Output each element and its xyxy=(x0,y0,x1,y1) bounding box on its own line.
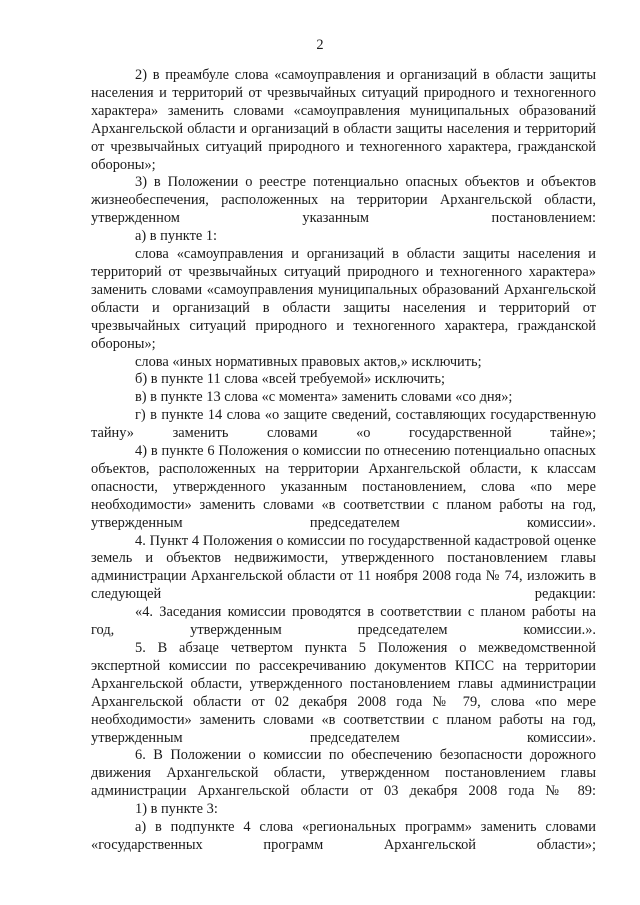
paragraph-v-point-13 xyxy=(91,389,596,407)
paragraph-4-cadastral xyxy=(91,533,596,605)
line-15: и территорий от чрезвычайных ситуаций природного и техногенного xyxy=(91,299,596,334)
line-6: гражданской обороны»; xyxy=(91,138,596,173)
line-7: 3) в Положении о реестре потенциально опасных объектов и объектов xyxy=(135,174,596,191)
paragraph-3-registry xyxy=(91,174,596,228)
line-29: главы администрации Архангельской области от 11 ноября 2008 года № 74, xyxy=(91,550,596,585)
line-12: и территорий от чрезвычайных ситуаций природного и техногенного xyxy=(91,246,596,280)
line-32: год, утвержденным председателем комиссии.». xyxy=(91,622,596,639)
page-number: 2 xyxy=(316,37,324,53)
line-13: характера» заменить словами «самоуправления муниципальных образований xyxy=(91,263,596,298)
line-5: и территорий от чрезвычайных ситуаций природного и техногенного характера, xyxy=(91,120,596,155)
line-40: движения Архангельской области, утвержденном постановлением главы xyxy=(91,765,596,782)
line-37: необходимости» заменить словами «в соответствии с планом работы на год, xyxy=(91,711,596,728)
paragraph-5-kpss xyxy=(91,640,596,747)
line-43: а) в подпункте 4 слова «региональных программ» заменить словами xyxy=(135,819,596,836)
line-14: Архангельской области и организаций в области защиты населения xyxy=(91,281,596,316)
line-21: тайну» заменить словами «о государственной тайне»; xyxy=(91,425,596,442)
line-27: 4. Пункт 4 Положения о комиссии по государственной кадастровой xyxy=(135,532,551,549)
line-24: к классам опасности, утвержденного указанным постановлением, слова xyxy=(91,460,596,495)
line-19: в) в пункте 13 слова «с момента» заменить словами «со дня»; xyxy=(135,389,513,406)
line-4: образований Архангельской области и организаций в области защиты населения xyxy=(91,102,596,137)
line-42: 1) в пункте 3: xyxy=(135,801,218,818)
line-30: изложить в следующей редакции: xyxy=(91,568,596,603)
paragraph-quote-4 xyxy=(91,604,596,640)
document-body xyxy=(91,67,596,855)
line-23: опасных объектов, расположенных на территории Архангельской области, xyxy=(91,443,596,477)
paragraph-a-subpoint-4 xyxy=(91,819,596,855)
line-1: 2) в преамбуле слова «самоуправления и организаций в области xyxy=(135,67,544,83)
line-31: «4. Заседания комиссии проводятся в соответствии с планом работы на xyxy=(135,604,596,621)
line-20: г) в пункте 14 слова «о защите сведений, составляющих государственную xyxy=(135,407,596,424)
line-10: а) в пункте 1: xyxy=(135,228,218,245)
line-35: Архангельской области, утвержденного постановлением главы администрации xyxy=(91,675,596,692)
line-2: защиты населения и территорий от чрезвычайных ситуаций природного xyxy=(91,67,597,101)
line-17: слова «иных нормативных правовых актов,» исключить; xyxy=(135,353,482,370)
line-41: администрации Архангельской области от 03 декабря 2008 года № 89: xyxy=(91,783,596,800)
paragraph-b-point-11 xyxy=(91,371,596,389)
line-33: 5. В абзаце четвертом пункта 5 Положения о межведомственной xyxy=(135,640,596,656)
paragraph-a-point-1 xyxy=(91,228,596,246)
line-18: б) в пункте 11 слова «всей требуемой» исключить; xyxy=(135,371,446,388)
line-26: работы на год, утвержденным председателем комиссии». xyxy=(91,496,596,531)
line-44: «государственных программ Архангельской области»; xyxy=(91,836,596,853)
paragraph-2-preamble xyxy=(91,67,596,174)
paragraph-g-point-14 xyxy=(91,407,596,443)
line-39: 6. В Положении о комиссии по обеспечению безопасности дорожного xyxy=(135,747,596,764)
paragraph-1-point-3 xyxy=(91,801,596,819)
paragraph-exclude-acts xyxy=(91,354,596,372)
line-38: утвержденным председателем комиссии». xyxy=(91,729,596,746)
line-25: «по мере необходимости» заменить словами «в соответствии с планом xyxy=(91,478,596,513)
paragraph-words-replace xyxy=(91,246,596,353)
line-22: 4) в пункте 6 Положения о комиссии по отнесению потенциально xyxy=(135,443,540,460)
line-11: слова «самоуправления и организаций в области защиты населения xyxy=(135,246,581,263)
line-8: жизнеобеспечения, расположенных на территории Архангельской области, xyxy=(91,192,596,209)
paragraph-4-commission xyxy=(91,443,596,533)
line-3: и техногенного характера» заменить словами «самоуправления муниципальных xyxy=(91,84,596,119)
paragraph-6-road-safety xyxy=(91,747,596,801)
line-36: Архангельской области от 02 декабря 2008 года № 79, слова «по мере xyxy=(91,693,596,710)
line-16: характера, гражданской обороны»; xyxy=(91,317,596,352)
line-34: экспертной комиссии по рассекречиванию документов КПСС на территории xyxy=(91,657,596,674)
line-28: оценке земель и объектов недвижимости, утвержденного постановлением xyxy=(91,532,596,567)
line-9: утвержденном указанным постановлением: xyxy=(91,210,596,227)
